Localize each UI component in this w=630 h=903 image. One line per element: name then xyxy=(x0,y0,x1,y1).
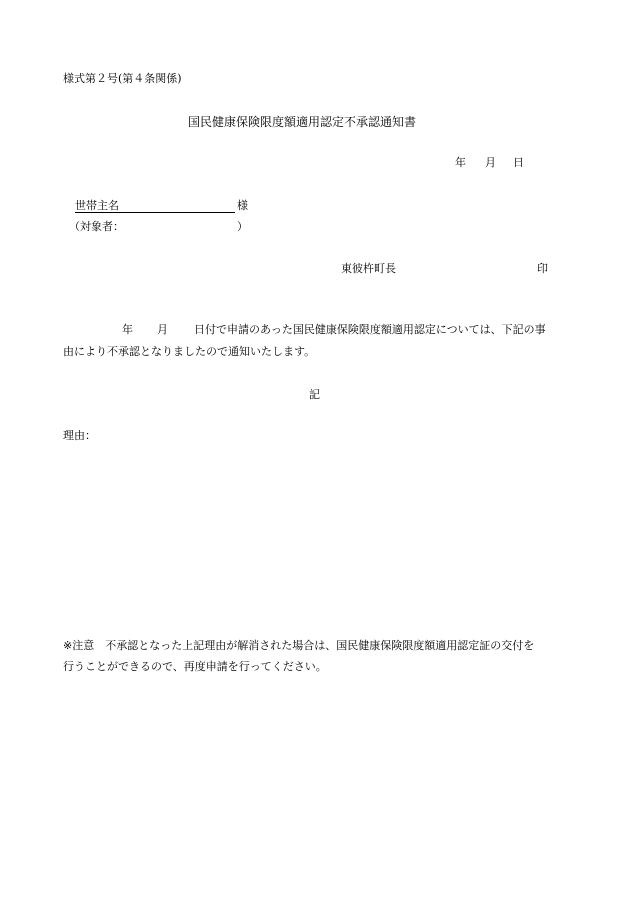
form-label: 様式第２号(第４条関係) xyxy=(63,72,182,85)
body-month: 月 xyxy=(157,323,168,336)
date-month: 月 xyxy=(485,156,496,169)
head-of-household-label: 世帯主名 xyxy=(75,199,119,212)
seal-mark: 印 xyxy=(537,262,548,275)
date-day: 日 xyxy=(513,156,524,169)
date-year: 年 xyxy=(455,156,466,169)
reason-label: 理由： xyxy=(63,429,96,442)
body-year: 年 xyxy=(122,323,133,336)
honorific: 様 xyxy=(237,199,248,212)
sender-name: 東彼杵町長 xyxy=(341,262,396,275)
document-title: 国民健康保険限度額適用認定不承認通知書 xyxy=(188,115,417,129)
notice-line2: 行うことができるので、再度申請を行ってください。 xyxy=(63,660,327,673)
body-line1-rest: 日付で申請のあった国民健康保険限度額適用認定については、下記の事 xyxy=(194,323,546,336)
ki-heading: 記 xyxy=(309,388,320,401)
head-of-household-underline xyxy=(75,212,235,213)
target-person-open: （対象者： xyxy=(69,220,124,233)
target-person-close: ） xyxy=(237,220,248,233)
body-line2: 由により不承認となりましたので通知いたします。 xyxy=(63,345,316,358)
notice-line1: ※注意 不承認となった上記理由が解消された場合は、国民健康保険限度額適用認定証の交付を xyxy=(63,639,535,652)
